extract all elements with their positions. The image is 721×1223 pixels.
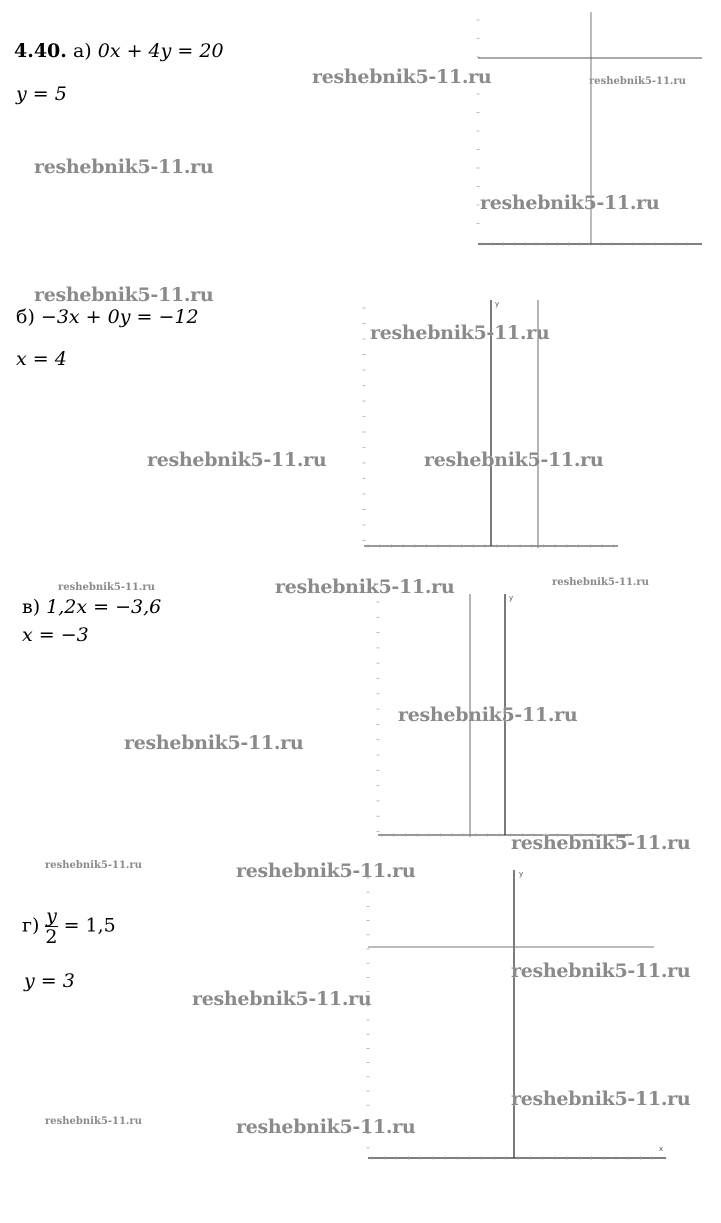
graph-c-y-ticks bbox=[377, 602, 380, 832]
watermark: reshebnik5-11.ru bbox=[480, 192, 660, 214]
watermark: reshebnik5-11.ru bbox=[236, 1116, 416, 1138]
part-c-equation bbox=[22, 596, 161, 618]
part-d-equation bbox=[22, 906, 116, 947]
part-d-letter: г) bbox=[22, 914, 40, 937]
watermark: reshebnik5-11.ru bbox=[275, 576, 455, 598]
watermark: reshebnik5-11.ru bbox=[312, 66, 492, 88]
part-c-letter: в) bbox=[22, 596, 41, 618]
watermark: reshebnik5-11.ru bbox=[552, 577, 649, 588]
watermark: reshebnik5-11.ru bbox=[511, 832, 691, 854]
watermark: reshebnik5-11.ru bbox=[192, 988, 372, 1010]
graph-d-y-label: y bbox=[519, 870, 524, 878]
problem-number: 4.40. bbox=[14, 40, 67, 62]
watermark: reshebnik5-11.ru bbox=[589, 76, 686, 87]
part-b-equation-text: −3x + 0y = −12 bbox=[40, 306, 199, 328]
graph-d-x-label: x bbox=[659, 1145, 664, 1153]
watermark: reshebnik5-11.ru bbox=[236, 860, 416, 882]
part-d-answer: y = 3 bbox=[24, 970, 75, 992]
watermark: reshebnik5-11.ru bbox=[124, 732, 304, 754]
watermark: reshebnik5-11.ru bbox=[424, 449, 604, 471]
graph-d-y-ticks bbox=[367, 878, 370, 1148]
watermark: reshebnik5-11.ru bbox=[34, 156, 214, 178]
watermark: reshebnik5-11.ru bbox=[58, 582, 155, 593]
part-d-fraction bbox=[45, 906, 57, 947]
watermark: reshebnik5-11.ru bbox=[511, 960, 691, 982]
part-c-equation-text: 1,2x = −3,6 bbox=[46, 596, 162, 618]
watermark: reshebnik5-11.ru bbox=[45, 1116, 142, 1127]
part-b-letter: б) bbox=[16, 306, 35, 328]
part-b-equation bbox=[16, 306, 199, 328]
part-a-answer: y = 5 bbox=[16, 83, 67, 105]
graph-b-y-ticks bbox=[363, 308, 366, 541]
graph-c-y-label: y bbox=[509, 594, 514, 602]
part-d-equation-rhs: = 1,5 bbox=[63, 914, 116, 937]
part-d-fraction-num: y bbox=[46, 905, 57, 927]
part-d-fraction-den: 2 bbox=[45, 926, 58, 948]
watermark: reshebnik5-11.ru bbox=[398, 704, 578, 726]
part-a-equation bbox=[14, 40, 224, 62]
part-c-answer: x = −3 bbox=[22, 624, 89, 646]
graph-b-y-label: y bbox=[495, 300, 500, 308]
graph-a bbox=[478, 12, 703, 252]
watermark: reshebnik5-11.ru bbox=[147, 449, 327, 471]
part-b-answer: x = 4 bbox=[16, 348, 67, 370]
watermark: reshebnik5-11.ru bbox=[45, 860, 142, 871]
watermark: reshebnik5-11.ru bbox=[370, 322, 550, 344]
part-a-letter: а) bbox=[72, 40, 92, 62]
part-a-equation-text: 0x + 4y = 20 bbox=[97, 40, 224, 62]
watermark: reshebnik5-11.ru bbox=[511, 1088, 691, 1110]
watermark: reshebnik5-11.ru bbox=[34, 284, 214, 306]
